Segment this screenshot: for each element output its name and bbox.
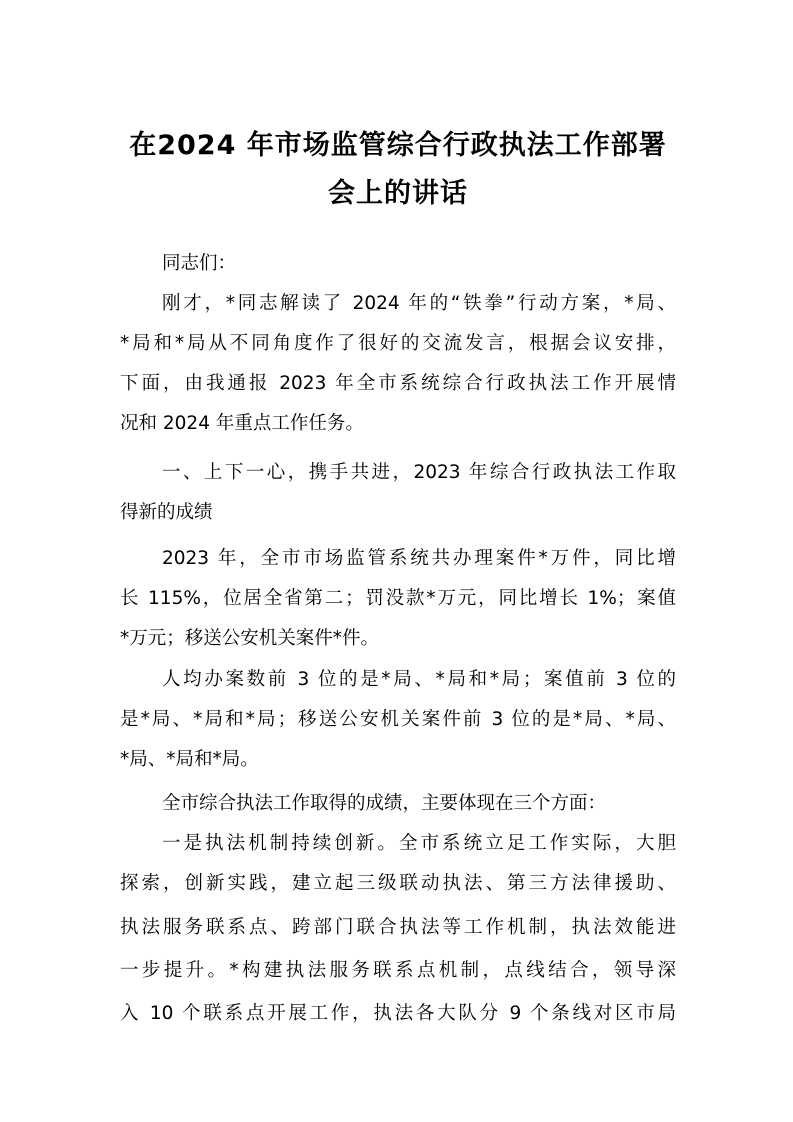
paragraph-line: 探索，创新实践，建立起三级联动执法、第三方法律援助、 xyxy=(120,873,676,894)
paragraph-line: *局和*局从不同角度作了很好的交流发言，根据会议安排， xyxy=(120,333,676,354)
paragraph-line: 全市综合执法工作取得的成绩，主要体现在三个方面： xyxy=(162,793,607,814)
section-heading-line: 得新的成绩 xyxy=(120,502,213,523)
paragraph-line: 下面，由我通报 2023 年全市系统综合行政执法工作开展情 xyxy=(120,373,676,394)
paragraph-line: 况和 2024 年重点工作任务。 xyxy=(120,413,364,434)
paragraph-line: 长 115%，位居全省第二；罚没款*万元，同比增长 1%；案值 xyxy=(120,588,676,609)
paragraph-line: *局、*局和*局。 xyxy=(120,749,259,770)
section-heading-line: 一、上下一心，携手共进，2023 年综合行政执法工作取 xyxy=(162,462,676,483)
paragraph-line: 一步提升。*构建执法服务联系点机制，点线结合，领导深 xyxy=(120,960,676,981)
document-title-line-2: 会上的讲话 xyxy=(328,178,468,209)
paragraph-line: 刚才，*同志解读了 2024 年的“铁拳”行动方案，*局、 xyxy=(162,293,676,314)
paragraph-line: 一是执法机制持续创新。全市系统立足工作实际，大胆 xyxy=(162,833,676,854)
salutation: 同志们： xyxy=(162,253,237,274)
paragraph-line: 是*局、*局和*局；移送公安机关案件前 3 位的是*局、*局、 xyxy=(120,709,676,730)
paragraph-line: *万元；移送公安机关案件*件。 xyxy=(120,628,380,649)
document-title-line-1: 在2024 年市场监管综合行政执法工作部署 xyxy=(129,130,667,161)
paragraph-line: 人均办案数前 3 位的是*局、*局和*局；案值前 3 位的 xyxy=(162,669,676,690)
paragraph-line: 2023 年，全市市场监管系统共办理案件*万件，同比增 xyxy=(162,548,676,569)
paragraph-line: 执法服务联系点、跨部门联合执法等工作机制，执法效能进 xyxy=(120,917,676,938)
paragraph-line: 入 10 个联系点开展工作，执法各大队分 9 个条线对区市局 xyxy=(120,1003,676,1024)
